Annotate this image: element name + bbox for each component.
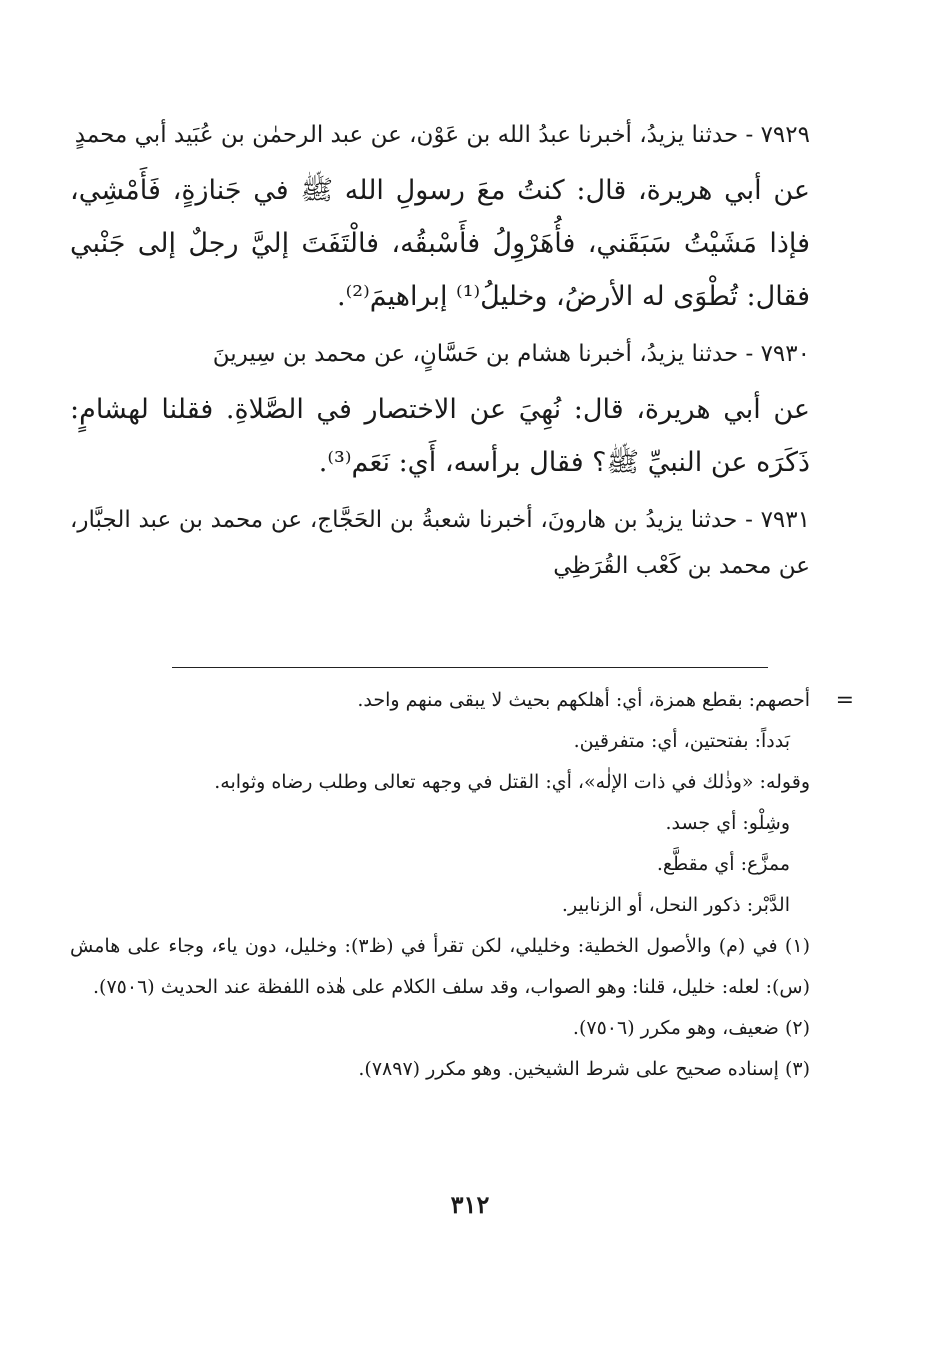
gloss-line: وقوله: «وذٰلك في ذات الإلٰه»، أي: القتل في وجهه تعالى وطلب رضاه وثوابه. <box>214 771 810 793</box>
hadith-7930-matn: عن أبي هريرة، قال: نُهِيَ عن الاختصار في الصَّلاةِ. فقلنا لهشامٍ: ذَكَرَه عن النبيِّ ﷺ؟ فقال برأسه، أَي: نَعَم⁽³⁾. <box>70 394 810 478</box>
gloss-line: وشِلْو: أي جسد. <box>665 812 790 834</box>
gloss-line: ممزَّع: أي مقطَّع. <box>656 853 790 875</box>
gloss-line: بَدداً: بفتحتين، أي: متفرقين. <box>573 730 790 752</box>
footnote-3: (٣) إسناده صحيح على شرط الشيخين. وهو مكرر (٧٨٩٧). <box>358 1058 810 1080</box>
footnote-divider <box>172 667 768 668</box>
main-text <box>70 112 810 595</box>
page-number: ٣١٢ <box>450 1190 490 1219</box>
hadith-7929-matn: عن أبي هريرة، قال: كنتُ معَ رسولِ الله ﷺ في جَنازةٍ، فَأَمْشِي، فإذا مَشَيْتُ سَبَقَني، فأُهَرْوِلُ فأَسْبقُه، فالْتَفَتَ إليَّ رجلٌ إلى جَنْبي فقال: تُطْوَى له الأرضُ، وخليلُ⁽¹⁾ إبراهيمَ⁽²⁾. <box>70 175 810 312</box>
hadith-7929-isnad: ٧٩٢٩ - حدثنا يزيدُ، أخبرنا عبدُ الله بن عَوْن، عن عبد الرحمٰن بن عُبَيد أبي محمدٍ <box>74 122 810 148</box>
footnotes <box>70 680 854 1090</box>
footnote-2: (٢) ضعيف، وهو مكرر (٧٥٠٦). <box>572 1017 810 1039</box>
hadith-7930-isnad: ٧٩٣٠ - حدثنا يزيدُ، أخبرنا هشام بن حَسَّانٍ، عن محمد بن سِيرينَ <box>212 341 810 367</box>
footnote-1: (١) في (م) والأصول الخطية: وخليلي، لكن تقرأ في (ظ٣): وخليل، دون ياء، وجاء على هامش (س): لعله: خليل، قلنا: وهو الصواب، وقد سلف الكلام على هٰذه اللفظة عند الحديث (٧٥٠٦). <box>70 935 810 998</box>
gloss-line: أحصهم: بقطع همزة، أي: أهلكهم بحيث لا يبقى منهم واحد. <box>357 689 810 711</box>
hadith-7931-isnad: ٧٩٣١ - حدثنا يزيدُ بن هارونَ، أخبرنا شعبةُ بن الحَجَّاج، عن محمد بن عبد الجبَّار، عن محمد بن كَعْب القُرَظِي <box>70 507 810 579</box>
gloss-line: الدَّبْر: ذكور النحل، أو الزنابير. <box>561 894 790 916</box>
continuation-mark: = <box>835 688 854 713</box>
